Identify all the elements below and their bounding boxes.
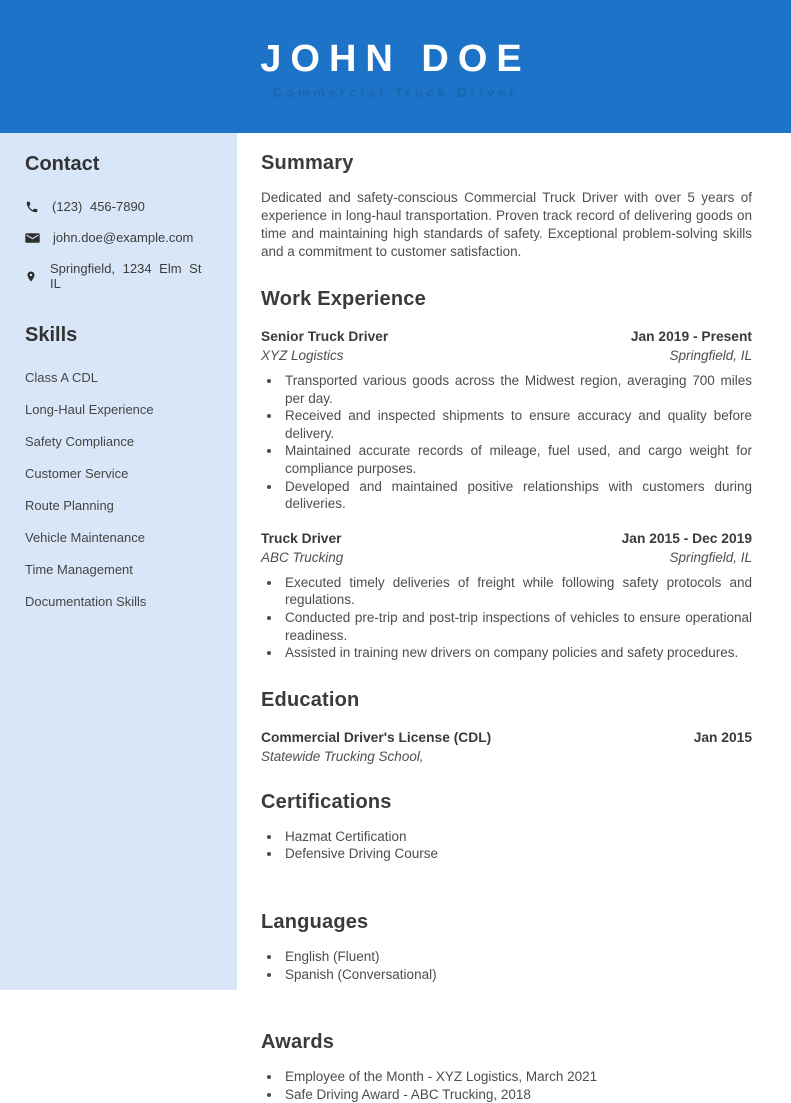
certification-item: • Defensive Driving Course: [282, 845, 752, 863]
contact-phone-text: (123) 456-7890: [52, 199, 145, 214]
job-entry: [261, 329, 752, 513]
contact-item-phone: [25, 199, 219, 214]
skill-item: Customer Service: [25, 466, 129, 481]
resume-body: [0, 133, 791, 1103]
skill-item: Route Planning: [25, 498, 114, 513]
job-bullet: • Transported various goods across the Midwest region, averaging 700 miles per day.: [282, 372, 752, 407]
education-heading: Education: [261, 688, 360, 711]
contact-item-location: [25, 261, 219, 291]
sidebar: [0, 133, 237, 990]
summary-text: Dedicated and safety-conscious Commercial Truck Driver with over 5 years of experience in long-haul transportation. Proven track record of delivering goods on time and maintaining high standards of safety. Exceptional problem-solving skills and a commitment to customer satisfaction.: [261, 190, 752, 259]
skill-item: Vehicle Maintenance: [25, 530, 145, 545]
job-bullet: • Received and inspected shipments to ensure accuracy and quality before delivery.: [282, 407, 752, 442]
job-title-row: [261, 329, 752, 344]
job-company: ABC Trucking: [261, 549, 344, 565]
award-item: • Employee of the Month - XYZ Logistics, March 2021: [282, 1068, 752, 1086]
languages-heading: Languages: [261, 910, 369, 933]
certification-item: • Hazmat Certification: [282, 828, 752, 846]
job-location: Springfield, IL: [669, 348, 752, 363]
skills-heading: Skills: [25, 324, 78, 346]
summary-heading: Summary: [261, 152, 354, 174]
education-title-row: [261, 730, 752, 745]
education-school-row: [261, 749, 752, 764]
job-bullet-list: [261, 574, 752, 662]
skill-item: Safety Compliance: [25, 434, 135, 449]
job-company-row: [261, 348, 752, 363]
job-location: Springfield, IL: [669, 549, 752, 565]
job-entry: [261, 531, 752, 662]
job-bullet-list: [261, 372, 752, 513]
location-icon: [25, 269, 37, 284]
education-title: Commercial Driver's License (CDL): [261, 729, 492, 745]
education-school: Statewide Trucking School,: [261, 748, 424, 764]
language-item: • English (Fluent): [282, 948, 752, 966]
certifications-heading: Certifications: [261, 790, 392, 813]
languages-list: [261, 948, 752, 983]
job-title: Truck Driver: [261, 530, 342, 546]
certifications-list: [261, 828, 752, 863]
job-bullet: • Conducted pre-trip and post-trip inspections of vehicles to ensure operational readiness.: [282, 609, 752, 644]
job-bullet: • Maintained accurate records of mileage, fuel used, and cargo weight for compliance purposes.: [282, 442, 752, 477]
candidate-subtitle: Commercial Truck Driver: [272, 85, 519, 100]
contact-email-text: john.doe@example.com: [53, 230, 194, 245]
email-icon: [25, 232, 40, 244]
job-bullet: • Executed timely deliveries of freight while following safety protocols and regulations.: [282, 574, 752, 609]
contact-location-text: Springfield, 1234 Elm St IL: [50, 261, 202, 291]
job-company: XYZ Logistics: [261, 348, 344, 363]
language-item: • Spanish (Conversational): [282, 966, 752, 984]
main-content: [237, 133, 791, 1103]
award-item: • Safe Driving Award - ABC Trucking, 2018: [282, 1086, 752, 1103]
skill-item: Documentation Skills: [25, 594, 147, 609]
phone-icon: [25, 200, 39, 214]
job-company-row: [261, 550, 752, 565]
job-title: Senior Truck Driver: [261, 329, 389, 344]
education-date: Jan 2015: [693, 729, 752, 745]
work-experience-heading: Work Experience: [261, 288, 426, 310]
resume-header: [0, 0, 791, 133]
job-dates: Jan 2015 - Dec 2019: [621, 530, 752, 546]
contact-section: [25, 153, 219, 291]
job-title-row: [261, 531, 752, 546]
skill-item: Long-Haul Experience: [25, 402, 154, 417]
job-bullet: • Developed and maintained positive relationships with customers during deliveries.: [282, 478, 752, 513]
skills-section: [25, 324, 219, 609]
awards-heading: Awards: [261, 1031, 335, 1054]
contact-heading: Contact: [25, 153, 100, 175]
skill-item: Time Management: [25, 562, 133, 577]
job-dates: Jan 2019 - Present: [630, 329, 752, 344]
education-entry: [261, 730, 752, 764]
contact-item-email: [25, 230, 219, 245]
job-bullet: • Assisted in training new drivers on company policies and safety procedures.: [282, 644, 752, 662]
awards-list: [261, 1068, 752, 1103]
candidate-name: JOHN DOE: [260, 38, 531, 80]
skill-item: Class A CDL: [25, 370, 98, 385]
